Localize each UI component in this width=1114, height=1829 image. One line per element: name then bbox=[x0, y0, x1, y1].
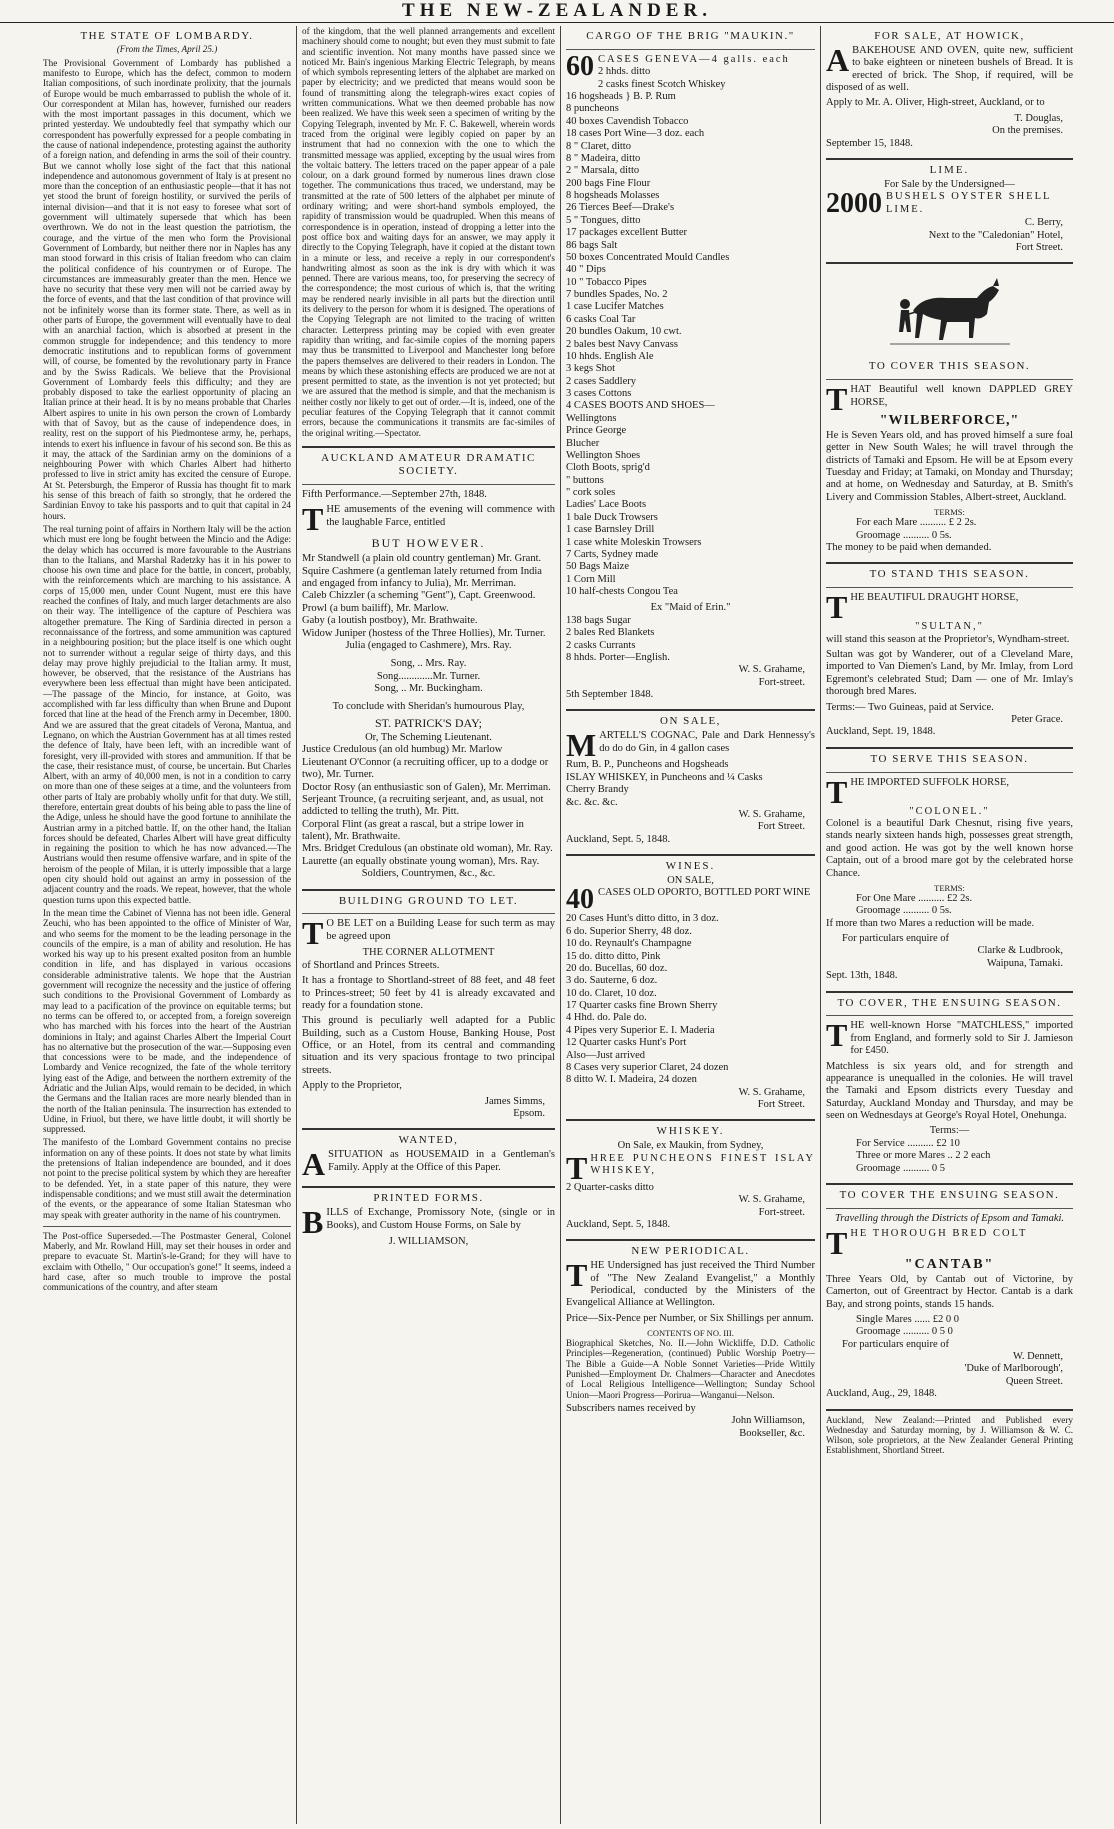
signature: Queen Street. bbox=[1005, 1375, 1063, 1387]
divider bbox=[826, 1015, 1073, 1016]
article-paragraph: The real turning point of affairs in Northern Italy will be the action which must ere long be fought between the Mincio and the Adige: the delay which has occurred is more favourable to the Austrians than to the Italians, and Marshal Radetzky has it in his power to choose his own time and place for the battle, in concert, probably, with the reinforcements which are marching to his assistance. A corps of 15,000 men, under Count Nugent, must ere this have reached the confines of Italy, and much larger detachments are also on their way. The intelligence of the capture of Peschiera was altogether premature. The King of Sardinia directed in person a reconnaissance of the fortress, and some ammunition was captured in a neighbouring position; but the place itself is one which ought not to surrender without a regular seige of thirty days, and this delay may prove highly prejudicial to the Italian army. It must, however, be observed, that the resistance of the Austrians has everywhere been less effectual than might have been anticipated.—The passage of the Mincio, for instance, at Goito, was accomplished with far less difficulty than when Brune and Dupont forced that line at the head of the French army in December, 1800. And we are assured that the great citadels of Verona, Mantua, and Legnano, on which the Austrian Government has at all times rested the defence of Italy, have been left, with an incredible want of foresight, very ill-provided with stores and ammunition. If that be the case, their resistance must, of course, be uncertain. But Charles Albert, with an army of 40,000 men, is not in a condition to carry on more than one of these seiges at a time, and the volunteers from other parts of Italy are probably wholly unfit for that duty. We still, therefore, entertain great doubts of his being able to pass the line of the Adige, unless he should have the good fortune to annihilate the Austrian army in a pitched battle. If, on the other hand, the Italian forces should be defeated, Charles Albert will have great difficulty in regaining the position to which he has now advanced.—The Austrians would then resume offensive warfare, and in spite of the heroism of the people of Milan, it is utterly impossible that a large open city should hold out against an army in possession of the adjacent country and the roads. We repeat, however, that the whole question turns upon this expected battle. bbox=[43, 523, 291, 905]
cargo-item: " buttons bbox=[566, 474, 604, 486]
divider bbox=[826, 772, 1073, 773]
horse-intro: HE IMPORTED SUFFOLK HORSE, bbox=[850, 776, 1009, 788]
article-paragraph: The manifesto of the Lombard Government contains no precise information on any of these points. It does not state by what limits the pretensions of Italian independence are bounded, and it does not point to the precise political system by which they are hereafter to be defended. Yet, in a state paper of this nature, they were indispensable conditions; and we must still await the determination of the events, or the appearance of some Italian Statesman who may speak with greater authority in the name of his countrymen. bbox=[43, 1137, 291, 1220]
signature: T. Douglas, bbox=[1014, 112, 1063, 124]
horse-intro: HE THOROUGH BRED COLT bbox=[850, 1228, 1028, 1240]
cargo-item: 8 " Claret, ditto bbox=[566, 140, 631, 152]
subscribers: Subscribers names received by bbox=[566, 1402, 696, 1414]
divider bbox=[302, 1128, 555, 1130]
lime-text: BUSHELS OYSTER SHELL LIME. bbox=[886, 191, 1052, 215]
travel-note: Travelling through the Districts of Epsom and Tamaki. bbox=[834, 1212, 1065, 1224]
column-2 bbox=[296, 26, 560, 1824]
signature: W. S. Grahame, bbox=[738, 1194, 805, 1206]
signature: W. S. Grahame, bbox=[738, 808, 805, 820]
cargo-item: 50 Bags Maize bbox=[566, 561, 629, 573]
sale-item: &c. &c. &c. bbox=[566, 796, 618, 808]
cargo-item: 40 boxes Cavendish Tobacco bbox=[566, 115, 689, 127]
building-text: It has a frontage to Shortland-street of 88 feet, and 48 feet to Princes-street; 50 feet by 41 is already excavated and ready for a foundation stone. bbox=[302, 975, 555, 1011]
forms-title: PRINTED FORMS. bbox=[373, 1192, 484, 1205]
song-list bbox=[302, 658, 555, 695]
drop-cap: B bbox=[302, 1204, 324, 1241]
cargo-item: 3 cases Cottons bbox=[566, 388, 632, 400]
divider bbox=[826, 1208, 1073, 1209]
date: Auckland, Sept. 19, 1848. bbox=[826, 726, 936, 738]
wine-item: 8 ditto W. I. Madeira, 24 dozen bbox=[566, 1074, 697, 1086]
signature: Next to the "Caledonian" Hotel, bbox=[928, 229, 1063, 241]
horse-description: He is Seven Years old, and has proved himself a sure foal getter in New South Wales; he will travel through the districts of Tamaki and Epsom. He will be at Epsom every Tuesday and Friday; at Tamaki, on Monday and Thursday; and at home, on Wednesday and Saturday, at B. Smith's Livery and Commission Stables, Albert-street, Auckland. bbox=[826, 429, 1073, 503]
wine-item: 8 Cases very superior Claret, 24 dozen bbox=[566, 1061, 729, 1073]
howick-text: BAKEHOUSE AND OVEN, quite new, sufficient to bake eighteen or nineteen bushels of Bread. It is erected of brick. The Shop, if required, will be disposed of as well. bbox=[826, 44, 1073, 94]
horse-description: Colonel is a beautiful Dark Chesnut, rising five years, stands nearly sixteen hands high, possesses great strength, and good action. He was got by the well known horse Captain, out of a brood mare got by the celebrated horse Chance. bbox=[826, 818, 1073, 879]
cast-entry: Serjeant Trounce, (a recruiting serjeant, and, as usual, not addicted to telling the truth), Mr. Pitt. bbox=[302, 793, 544, 818]
divider bbox=[826, 562, 1073, 564]
song-entry: Song, .. Mr. Buckingham. bbox=[374, 683, 483, 695]
drop-cap: T bbox=[826, 589, 848, 626]
wine-item: Also—Just arrived bbox=[566, 1049, 646, 1061]
cargo-item: 2 casks Currants bbox=[566, 639, 636, 651]
whiskey-subtitle: On Sale, ex Maukin, from Sydney, bbox=[617, 1140, 764, 1152]
date: 5th September 1848. bbox=[566, 689, 654, 701]
cargo-item: 7 bundles Spades, No. 2 bbox=[566, 289, 668, 301]
wine-item: 20 Cases Hunt's ditto ditto, in 3 doz. bbox=[566, 913, 719, 925]
cast-entry: Corporal Flint (as great a rascal, but a stripe lower in talent), Mr. Brathwaite. bbox=[302, 818, 524, 842]
cargo-item: 200 bags Fine Flour bbox=[566, 177, 651, 189]
cargo-number: 60 bbox=[566, 50, 594, 82]
sale-title: ON SALE, bbox=[660, 715, 721, 728]
date: Auckland, Aug., 29, 1848. bbox=[826, 1388, 937, 1400]
terms-label: Terms:— bbox=[929, 1125, 970, 1137]
drop-cap: T bbox=[826, 1017, 848, 1054]
cargo-item: 40 " Dips bbox=[566, 264, 606, 276]
horse-illustration bbox=[885, 268, 1015, 356]
cargo-item: 26 Tierces Beef—Drake's bbox=[566, 202, 675, 214]
divider bbox=[302, 1186, 555, 1188]
cast-list-1 bbox=[302, 553, 555, 652]
signature: James Simms, bbox=[484, 1095, 545, 1107]
whiskey-title: WHISKEY. bbox=[656, 1125, 725, 1138]
cargo-item: 16 hogsheads } B. P. Rum bbox=[566, 91, 676, 103]
cargo-item: Wellington Shoes bbox=[566, 449, 641, 461]
horse-name: "SULTAN," bbox=[915, 621, 984, 633]
sale-list bbox=[566, 759, 815, 809]
horse-intro: HE well-known Horse "MATCHLESS," imported from England, and formerly sold to Sir J. Jamieson for £450. bbox=[850, 1020, 1073, 1057]
divider bbox=[566, 1239, 815, 1241]
wine-item: 3 do. Sauterne, 6 doz. bbox=[566, 975, 658, 987]
cargo-item: 138 bags Sugar bbox=[566, 614, 631, 626]
cargo-item: 10 " Tobacco Pipes bbox=[566, 276, 647, 288]
horse-intro: HAT Beautiful well known DAPPLED GREY HORSE, bbox=[850, 384, 1073, 408]
column-4 bbox=[820, 26, 1078, 1824]
post-office-article: The Post-office Superseded.—The Postmaster General, Colonel Maberly, and Mr. Rowland Hill, may set their houses in order and prepare to evacuate St. Martin's-le-Grand; for they will have to exclaim with Othello, " Our occupation's gone!" It seems, indeed a hard case, after so much trouble to improve the postal communications of the country, and after steam bbox=[43, 1230, 291, 1293]
fee-line: Groomage .......... 0 5 0 bbox=[856, 1326, 953, 1338]
horse-name: "COLONEL." bbox=[909, 805, 990, 817]
divider bbox=[826, 747, 1073, 749]
horse-description: Three Years Old, by Cantab out of Victorine, by Camerton, out of Greentract by Hector. Cantab is a dark Bay, and strong points, stands 15 hands. bbox=[826, 1273, 1073, 1310]
cast-entry: Lieutenant O'Connor (a recruiting officer, up to a dodge or two), Mr. Turner. bbox=[302, 756, 549, 781]
signature: J. WILLIAMSON, bbox=[388, 1236, 469, 1248]
dramatic-intro: HE amusements of the evening will commence with the laughable Farce, entitled bbox=[326, 504, 555, 528]
wines-list bbox=[566, 913, 815, 1086]
cast-entry: Mrs. Bridget Credulous (an obstinate old woman), Mr. Ray. bbox=[302, 843, 553, 855]
article-title: THE STATE OF LOMBARDY. bbox=[80, 30, 254, 42]
horse-description: will stand this season at the Proprietor's, Wyndham-street. bbox=[826, 633, 1070, 645]
cast-entry: Widow Juniper (hostess of the Three Hollies), Mr. Turner. bbox=[302, 627, 546, 639]
drop-cap: M bbox=[566, 727, 597, 764]
fee-line: For One Mare .......... £2 2s. bbox=[856, 892, 973, 904]
cargo-item: 86 bags Salt bbox=[566, 239, 618, 251]
sale-text: ARTELL'S COGNAC, Pale and Dark Hennessy's do do do Gin, in 4 gallon cases bbox=[599, 730, 815, 754]
terms-label: TERMS: bbox=[934, 882, 965, 893]
cargo-item: 1 bale Duck Trowsers bbox=[566, 511, 658, 523]
divider bbox=[826, 587, 1073, 588]
building-text: Apply to the Proprietor, bbox=[302, 1080, 402, 1092]
cargo-item: 18 cases Port Wine—3 doz. each bbox=[566, 128, 705, 140]
divider bbox=[826, 379, 1073, 380]
lime-number: 2000 bbox=[826, 188, 882, 220]
conclude-line: To conclude with Sheridan's humourous Play, bbox=[332, 701, 525, 713]
erin-list bbox=[566, 615, 815, 665]
cargo-item: 1 case white Moleskin Trowsers bbox=[566, 536, 702, 548]
cargo-title: CARGO OF THE BRIG "MAUKIN." bbox=[586, 30, 795, 42]
building-title: BUILDING GROUND TO LET. bbox=[338, 894, 519, 907]
signature: W. S. Grahame, bbox=[738, 1086, 805, 1098]
article-paragraph: In the mean time the Cabinet of Vienna has not been idle. General Zeuchi, who has been appointed to the office of Minister of War, and who seems for the moment to be the leading personage in the councils of the empire, is a man of ability and resolution. He has worked his way up to his present exalted positon from an humble condition in life, and has displayed in various occasions considerable administrative talents. We hope that the Austrian government will recognize the necessity and the justice of offering such conditions to the Provisional Government of Lombardy as may lead to a pacification of the province on equitable terms; but no terms can be offered to, or accepted from, a foreign sovereign who has marched with his forces into the heart of the Austrian dominions in Italy; and against Charles Albert the Imperial Court has no alternative but the prosecution of the war.—Supposing even that concessions were to be made, and the independence of Lombardy and Venice recognized, the fate of the whole territory lying east of the Adige, and between the northern extremity of the Adriatic and the Julian Alps, would remain to be decided, in which the Germans and the Italian races are more nearly blended than in the north of the Italian peninsula. The insurrection has extended to Udine, in Friuol, but there, we have little doubt, it will shortly be suppressed. bbox=[43, 907, 291, 1135]
play-title: ST. PATRICK'S DAY; bbox=[375, 715, 482, 730]
signature: Fort Street. bbox=[1015, 242, 1063, 254]
divider bbox=[566, 1119, 815, 1121]
masthead: THE NEW-ZEALANDER. bbox=[0, 0, 1114, 23]
cargo-item: 7 Carts, Sydney made bbox=[566, 548, 659, 560]
signature: Fort-street. bbox=[758, 1206, 805, 1218]
periodical-text: HE Undersigned has just received the Third Number of "The New Zealand Evangelist," a Monthly Periodical, conducted by the Ministers of the Evangelical Alliance at Wellington. bbox=[566, 1260, 815, 1309]
signature: Bookseller, &c. bbox=[739, 1427, 805, 1439]
cargo-item: 5 " Tongues, ditto bbox=[566, 214, 641, 226]
cargo-item: 3 kegs Shot bbox=[566, 363, 616, 375]
fee-line: Groomage .......... 0 5s. bbox=[856, 905, 952, 917]
contents-list: Biographical Sketches, No. II.—John Wickliffe, D.D. Catholic Principles—Regeneration, (continued) Public Worship Poetry—The Bible a Guide—A Noble Sonnet Varieties—Pride Wittily Punished—Employment Dr. Chalmers—Character and Anecdotes of Local Religious Intelligence—Wellington; Sunday School Union—Maori Progress—Porirua—Wanganui—Nelson. bbox=[566, 1338, 815, 1400]
drop-cap: A bbox=[302, 1146, 326, 1183]
play-subtitle: Or, The Scheming Lieutenant. bbox=[365, 732, 492, 743]
lime-title: LIME. bbox=[929, 163, 970, 176]
divider bbox=[826, 991, 1073, 993]
cargo-list bbox=[566, 66, 815, 598]
signature: Fort Street. bbox=[757, 1099, 805, 1111]
cargo-item: 1 case Lucifer Matches bbox=[566, 301, 664, 313]
drop-cap: T bbox=[826, 1225, 848, 1262]
wines-subtitle: ON SALE, bbox=[667, 875, 714, 887]
cast-entry: Squire Cashmere (a gentleman lately returned from India and engaged from infancy to Julia), Mr. Merriman. bbox=[302, 565, 542, 590]
building-text: This ground is peculiarly well adapted for a Public Building, such as a Custom House, Banking House, Post Office, or an Hotel, from its central and commanding situation and its very spacious frontage to two principal streets. bbox=[302, 1015, 555, 1076]
signature: 'Duke of Marlborough', bbox=[964, 1363, 1063, 1375]
drop-cap: T bbox=[302, 501, 324, 538]
performance-date: Fifth Performance.—September 27th, 1848. bbox=[302, 488, 487, 500]
erin-title: Ex "Maid of Erin." bbox=[650, 602, 731, 614]
divider bbox=[566, 854, 815, 856]
wanted-title: WANTED, bbox=[398, 1134, 459, 1147]
fee-line: Groomage .......... 0 5s. bbox=[856, 529, 952, 541]
reduction-note: If more than two Mares a reduction will be made. bbox=[826, 917, 1035, 929]
wine-item: 4 Hhd. do. Pale do. bbox=[566, 1012, 647, 1024]
cargo-item: 8 puncheons bbox=[566, 103, 619, 115]
dramatic-society-title: AUCKLAND AMATEUR DRAMATIC SOCIETY. bbox=[321, 451, 536, 477]
wine-item: 15 do. ditto ditto, Pink bbox=[566, 950, 661, 962]
drop-cap: T bbox=[826, 773, 848, 810]
horse-intro: HE BEAUTIFUL DRAUGHT HORSE, bbox=[850, 592, 1019, 604]
particulars: For particulars enquire of bbox=[842, 1338, 950, 1350]
divider bbox=[566, 709, 815, 711]
building-heading: THE CORNER ALLOTMENT bbox=[362, 947, 495, 959]
drop-cap: T bbox=[566, 1257, 588, 1294]
divider bbox=[302, 484, 555, 485]
cargo-item: 8 hhds. Porter—English. bbox=[566, 651, 670, 663]
cargo-item: Cloth Boots, sprig'd bbox=[566, 462, 650, 474]
horse-name: "CANTAB" bbox=[904, 1257, 995, 1273]
fee-line: Groomage .......... 0 5 bbox=[856, 1162, 945, 1174]
cast-entry: Julia (engaged to Cashmere), Mrs. Ray. bbox=[345, 639, 512, 651]
cargo-item: 1 case Barnsley Drill bbox=[566, 524, 655, 536]
column-3 bbox=[560, 26, 820, 1824]
farce-title: BUT HOWEVER. bbox=[371, 536, 486, 551]
drop-cap: A bbox=[826, 41, 850, 78]
cantab-cover-title: TO COVER THE ENSUING SEASON. bbox=[839, 1188, 1060, 1201]
wanted-text: SITUATION as HOUSEMAID in a Gentleman's Family. Apply at the Office of this Paper. bbox=[328, 1149, 555, 1173]
divider bbox=[43, 1226, 291, 1227]
cover-title: TO COVER THIS SEASON. bbox=[868, 360, 1031, 373]
whiskey-item: 2 Quarter-casks ditto bbox=[566, 1181, 654, 1193]
cargo-item: 50 boxes Concentrated Mould Candles bbox=[566, 251, 730, 263]
cargo-item: 8 hogsheads Molasses bbox=[566, 190, 660, 202]
cargo-item: 2 cases Saddlery bbox=[566, 375, 636, 387]
sale-item: Cherry Brandy bbox=[566, 784, 629, 796]
signature: Waipuna, Tamaki. bbox=[986, 957, 1063, 969]
cargo-item: 20 bundles Oakum, 10 cwt. bbox=[566, 326, 682, 338]
periodical-price: Price—Six-Pence per Number, or Six Shillings per annum. bbox=[566, 1312, 814, 1324]
signature: C. Berry, bbox=[1024, 217, 1063, 229]
fee-line: Single Mares ...... £2 0 0 bbox=[856, 1313, 959, 1325]
cargo-item: 2 bales best Navy Canvass bbox=[566, 338, 678, 350]
serve-title: TO SERVE THIS SEASON. bbox=[870, 752, 1029, 765]
cast-list-2 bbox=[302, 744, 555, 880]
cargo-item: 2 hhds. ditto bbox=[598, 66, 651, 78]
terms-line: Terms:— Two Guineas, paid at Service. bbox=[826, 701, 994, 713]
cast-entry: Mr Standwell (a plain old country gentleman) Mr. Grant. bbox=[302, 553, 542, 565]
divider bbox=[826, 1183, 1073, 1185]
drop-cap: T bbox=[566, 1149, 588, 1186]
horse-description: Matchless is six years old, and for strength and appearance is unequalled in the colonies. He will travel the Tamaki and Epsom districts every Tuesday and Saturday, Auckland Monday and Thursday, and may be seen on Wednesdays at George's Royal Hotel, Onehunga. bbox=[826, 1060, 1073, 1122]
matchless-title: TO COVER, THE ENSUING SEASON. bbox=[837, 996, 1062, 1009]
cargo-first: CASES GENEVA—4 galls. each bbox=[598, 53, 790, 65]
horse-name: "WILBERFORCE," bbox=[879, 413, 1020, 429]
wine-item: 6 do. Superior Sherry, 48 doz. bbox=[566, 925, 692, 937]
cargo-item: 4 CASES BOOTS AND SHOES— bbox=[566, 400, 715, 412]
signature: Fort-street. bbox=[758, 676, 805, 688]
article-paragraph: The Provisional Government of Lombardy has published a manifesto to Europe, which has the defect, common to modern Italian compositions, of such inordinate prolixity, that the journals of Europe would be much embarrassed to publish the whole of it. Our correspondent at Milan has, however, furnished our readers with the most important passages in this document, which we printed yesterday. We undoubtedly feel that sympathy which our correspondent has powerfully expressed for a people combating in the cause of national independence, protesting against the authority of a foreign nation, and defending in arms the soil of their country. But we cannot wholly lose sight of the fact that this national independence and autonomous government of Italy is at present no more than the conception of an enthusiastic people—that it has not yet stood the brunt of foreign hostility, or survived the perils of internal division—and that it is not easy to foresee what sort of government will ultimately supersede that which has been overthrown. We do not in the least question the patriotism, the courage, and the virtue of the men who form the Provisional Government of Lombardy, but neither there nor in Naples has any man stood forward in this crisis of Italian freedom who can claim the political confidence of his countrymen or of Europe. The circumstances are immeasurably greater than the men. Hence we have no security that these very men will not be carried away by the force of events, and that the last condition of that province will not be infinitely worse than its former state. There, as well as in other parts of Europe, the government will eventually have to deal with an anarchial faction, which is absorbed at present in the common struggle for independence; and this tendency to more democratic institutions and to republican forms of government will, of course, be fomented by the revolutionary party in France and by the Swiss Radicals. We believe that the Provisional Government of Lombardy feels this difficulty; and they are probably disposed to take the earliest opportunity of placing an Italian prince at their head. It is by no means probable that Charles Albert aspires to unite in his own person the crown of Lombardy with that of Savoy, but as the cause of independence does, in reality, rest on the support of his Piedmontese army, he, perhaps, intends to exert his influence in favour of his second son. Be this as it may, the attack of the Sardinian army on the dominions of a neighbouring Power with which Charles Albert had hitherto professed to live in strict amity has excited the censure of Europe. At St. Petersburgh, the Emperor of Russia has thought fit to mark his sense of this breach of faith so strongly, that he ordered the Sardinian Envoy to take his passports and to quit that capital in 24 hours. bbox=[43, 57, 292, 521]
date: Sept. 13th, 1848. bbox=[826, 970, 898, 982]
cargo-item: 2 " Marsala, ditto bbox=[566, 165, 640, 177]
drop-cap: T bbox=[826, 381, 848, 418]
whiskey-text: HREE PUNCHEONS FINEST ISLAY WHISKEY, bbox=[590, 1152, 815, 1177]
cargo-item: 10 half-chests Congou Tea bbox=[566, 586, 678, 598]
cargo-item: Blucher bbox=[566, 437, 600, 449]
imprint: Auckland, New Zealand:—Printed and Published every Wednesday and Saturday morning, by J. Williamson & W. C. Wilson, sole proprietors, at the New Zealander General Printing Establishment, Shortland Street. bbox=[826, 1414, 1073, 1456]
cargo-item: 6 casks Coal Tar bbox=[566, 313, 636, 325]
howick-title: FOR SALE, AT HOWICK, bbox=[874, 30, 1025, 42]
signature: W. Dennett, bbox=[1012, 1351, 1063, 1363]
building-text: O BE LET on a Building Lease for such term as may be agreed upon bbox=[326, 918, 555, 942]
date: September 15, 1848. bbox=[826, 137, 913, 149]
song-entry: Song, .. Mrs. Ray. bbox=[390, 658, 467, 670]
signature: W. S. Grahame, bbox=[738, 664, 805, 676]
article-source: (From the Times, April 25.) bbox=[116, 44, 218, 55]
cast-entry: Justice Credulous (an old humbug) Mr. Marlow bbox=[302, 744, 503, 756]
cast-entry: Prowl (a bum bailiff), Mr. Marlow. bbox=[302, 602, 449, 614]
payment-note: The money to be paid when demanded. bbox=[826, 541, 992, 553]
telegraph-article: of the kingdom, that the well planned arrangements and excellent machinery should come to nought; but even they must submit to fate and scientific invention. Not many months have passed since we noticed Mr. Bain's ingenious Marking Electric Telegraph, by means of which symbols representing letters of the alphabet are marked on paper by electricity; and we predicted that means would soon be found of transmitting along the telegraph-wires exact copies of written communications. What we then deemed probable has now been realized. We have this week seen a specimen of writing by the Copying Telegraph, invented by Mr. F. C. Bakewell, wherein words traced from the original were legibly copied on paper by an instrument that had no connexion with the one to which the transmitted message was applied, excepting by the usual wires from the voltaic battery. The letters traced on the paper appear of a pale colour, on a dark ground formed by numerous lines drawn close together. The communications thus traced, we understand, may be transmitted at the rate of 500 letters of the alphabet per minute of ordinary writing; and were short-hand symbols employed, the rapidity of transmission would be quadrupled. When this means of correspondence is in operation, instead of dropping a letter into the post office box and waiting days for an answer, we may apply it directly to the Copying Telegraph, have it copied at the distant town in a minute or less, and receive a reply in our correspondent's handwriting almost as soon as the ink is dry with which it was penned. There are various means, too, for preserving the secrecy of the correspondence; the most curious of which is, that the writing may be rendered nearly invisible in all parts but the direction until its delivery to the person for whom it is designed. The operations of the Copying Telegraph are not limited to the tracing of written character. Letterpress printing may be copied with even greater rapidity than writing, and fac-simile copies of the morning papers may thus be transmitted to Liverpool and Manchester long before the papers themselves are delivered to their readers in London. The means by which these astonishing effects are produced we are not at present permitted to state, as the invention is not yet protected; but we are assured that the method is simple, and that the mechanism is neither costly nor likely to get out of order.—It is, indeed, one of the peculiar features of the Copying Telegraph that it cannot commit errors, because the communications it transmits are fac-similes of the original writing.—Spectator. bbox=[302, 26, 555, 438]
particulars: For particulars enquire of bbox=[842, 933, 950, 945]
cast-entry: Caleb Chizzler (a scheming "Gent"), Capt. Greenwood. bbox=[302, 590, 536, 602]
signature: On the premises. bbox=[992, 125, 1063, 137]
cargo-item: Prince George bbox=[566, 425, 627, 437]
divider bbox=[826, 1409, 1073, 1411]
horse-description: Sultan was got by Wanderer, out of a Cleveland Mare, imported to Van Diemen's Land, by Mr. Imlay, from Lord Egremont's celebrated Stud; Dam — one of Mr. Imlay's thorough bred Mares. bbox=[826, 649, 1073, 698]
divider bbox=[302, 913, 555, 914]
wines-first: CASES OLD OPORTO, BOTTLED PORT WINE bbox=[598, 887, 811, 899]
lime-subtitle: For Sale by the Undersigned— bbox=[884, 178, 1015, 190]
wines-title: WINES. bbox=[665, 860, 716, 873]
signature: John Williamson, bbox=[731, 1415, 805, 1427]
contents-title: CONTENTS OF NO. III. bbox=[647, 1328, 734, 1339]
terms-label: TERMS: bbox=[934, 507, 965, 518]
divider bbox=[826, 158, 1073, 160]
fee-line: For each Mare .......... £ 2 2s. bbox=[856, 517, 977, 529]
howick-apply: Apply to Mr. A. Oliver, High-street, Auckland, or to bbox=[826, 97, 1045, 109]
cargo-item: Ladies' Lace Boots bbox=[566, 499, 647, 511]
sale-item: ISLAY WHISKEY, in Puncheons and ¼ Casks bbox=[566, 771, 763, 783]
divider bbox=[566, 49, 815, 50]
wine-item: 17 Quarter casks fine Brown Sherry bbox=[566, 1000, 718, 1012]
drop-cap: T bbox=[302, 915, 324, 952]
wine-item: 4 Pipes very Superior E. I. Maderia bbox=[566, 1024, 715, 1036]
signature: Peter Grace. bbox=[1011, 713, 1063, 725]
wine-item: 10 do. Reynault's Champagne bbox=[566, 938, 692, 950]
cargo-item: 2 casks finest Scotch Whiskey bbox=[598, 78, 726, 90]
forms-text: ILLS of Exchange, Promissory Note, (single or in Books), and Custom House Forms, on Sale by bbox=[326, 1207, 555, 1231]
cargo-item: 10 hhds. English Ale bbox=[566, 350, 654, 362]
signature: Fort Street. bbox=[757, 821, 805, 833]
cargo-item: 17 packages excellent Butter bbox=[566, 227, 687, 239]
fee-line: Three or more Mares .. 2 2 each bbox=[856, 1150, 991, 1162]
wines-number: 40 bbox=[566, 884, 594, 916]
signature: Clarke & Ludbrook, bbox=[977, 945, 1063, 957]
building-text: of Shortland and Princes Streets. bbox=[302, 959, 440, 971]
signature: Epsom. bbox=[513, 1107, 545, 1119]
cargo-item: 8 " Madeira, ditto bbox=[566, 152, 641, 164]
wine-item: 10 do. Claret, 10 doz. bbox=[566, 987, 657, 999]
cast-entry: Gaby (a loutish postboy), Mr. Brathwaite. bbox=[302, 615, 478, 627]
cargo-item: 2 bales Red Blankets bbox=[566, 627, 655, 639]
fee-line: For Service .......... £2 10 bbox=[856, 1137, 960, 1149]
cast-entry: Doctor Rosy (an enthusiastic son of Galen), Mr. Merriman. bbox=[302, 781, 551, 793]
wine-item: 12 Quarter casks Hunt's Port bbox=[566, 1037, 687, 1049]
song-entry: Song.............Mr. Turner. bbox=[376, 670, 481, 682]
cargo-item: " cork soles bbox=[566, 487, 616, 499]
divider bbox=[302, 446, 555, 448]
date: Auckland, Sept. 5, 1848. bbox=[566, 833, 671, 845]
divider bbox=[302, 889, 555, 891]
cast-entry: Soldiers, Countrymen, &c., &c. bbox=[361, 868, 496, 880]
wine-item: 20 do. Bucellas, 60 doz. bbox=[566, 962, 668, 974]
cargo-item: 1 Corn Mill bbox=[566, 573, 616, 585]
sale-item: Rum, B. P., Puncheons and Hogsheads bbox=[566, 759, 729, 771]
column-1 bbox=[38, 26, 296, 1824]
stand-title: TO STAND THIS SEASON. bbox=[869, 568, 1030, 581]
cargo-item: Wellingtons bbox=[566, 412, 617, 424]
divider bbox=[826, 262, 1073, 264]
date: Auckland, Sept. 5, 1848. bbox=[566, 1218, 671, 1230]
periodical-title: NEW PERIODICAL. bbox=[631, 1245, 750, 1258]
cast-entry: Laurette (an equally obstinate young woman), Mrs. Ray. bbox=[302, 855, 540, 867]
